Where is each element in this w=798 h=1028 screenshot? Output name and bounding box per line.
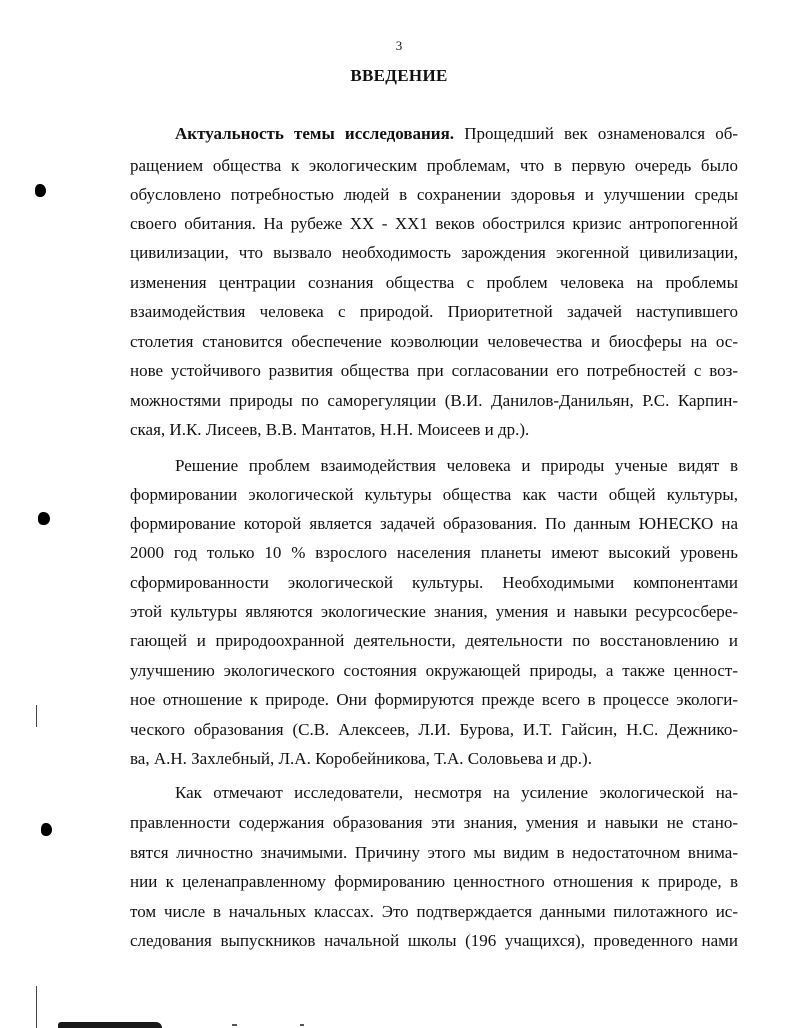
text-line: нове устойчивого развития общества при согласовании его потребностей с воз- bbox=[130, 361, 738, 380]
text-line: этой культуры являются экологические знания, умения и навыки ресурсосбере- bbox=[130, 602, 738, 621]
text-line: гающей и природоохранной деятельности, деятельности по восстановлению и bbox=[130, 631, 738, 650]
text-line: своего обитания. На рубеже XX - XX1 веков обострился кризис антропогенной bbox=[130, 214, 738, 233]
text-line: изменения центрации сознания общества с проблем человека на проблемы bbox=[130, 273, 738, 292]
text-line: улучшению экологического состояния окружающей природы, а также ценност- bbox=[130, 661, 738, 680]
margin-line bbox=[36, 705, 37, 727]
text-line: ская, И.К. Лисеев, В.В. Мантатов, Н.Н. Моисеев и др.). bbox=[130, 420, 530, 439]
text-line: ное отношение к природе. Они формируются прежде всего в процессе экологи- bbox=[130, 690, 738, 709]
page-number: 3 bbox=[395, 38, 403, 53]
text-line: обусловлено потребностью людей в сохранении здоровья и улучшении среды bbox=[130, 185, 738, 204]
text-line: 2000 год только 10 % взрослого населения планеты имеют высокий уровень bbox=[130, 543, 738, 562]
text-line: можностями природы по саморегуляции (В.И. Данилов-Данильян, Р.С. Карпин- bbox=[130, 391, 738, 410]
bottom-dot bbox=[232, 1024, 237, 1026]
bottom-smudge bbox=[58, 1022, 162, 1028]
text-line: взаимодействия человека с природой. Приоритетной задачей наступившего bbox=[130, 302, 738, 321]
text-line: правленности содержания образования эти знания, умения и навыки не стано- bbox=[130, 813, 738, 832]
text-line: нии к целенаправленному формированию ценностного отношения к природе, в bbox=[130, 872, 738, 891]
text-line: вятся личностно значимыми. Причину этого мы видим в недостаточном внима- bbox=[130, 843, 738, 862]
text-line: Как отмечают исследователи, несмотря на усиление экологической на- bbox=[175, 783, 738, 802]
margin-line bbox=[36, 986, 37, 1028]
text-line: следования выпускников начальной школы (196 учащихся), проведенного нами bbox=[130, 931, 738, 950]
text-line: формирование которой является задачей образования. По данным ЮНЕСКО на bbox=[130, 514, 738, 533]
text-line: формировании экологической культуры общества как части общей культуры, bbox=[130, 485, 738, 504]
bottom-dot bbox=[300, 1024, 304, 1026]
text-line: цивилизации, что вызвало необходимость зарождения экогенной цивилизации, bbox=[130, 243, 738, 262]
text-line: Решение проблем взаимодействия человека и природы ученые видят в bbox=[175, 456, 738, 475]
text-line bbox=[175, 124, 738, 144]
page-title: ВВЕДЕНИЕ bbox=[350, 66, 448, 85]
punch-hole-mark bbox=[35, 184, 46, 197]
text-line: сформированности экологической культуры. Необходимыми компонентами bbox=[130, 573, 738, 592]
punch-hole-mark bbox=[41, 823, 52, 836]
text-line: столетия становится обеспечение коэволюции человечества и биосферы на ос- bbox=[130, 332, 738, 351]
text-line: ческого образования (С.В. Алексеев, Л.И. Бурова, И.Т. Гайсин, Н.С. Дежнико- bbox=[130, 720, 738, 739]
lead-phrase: Актуальность темы исследования. bbox=[175, 124, 455, 143]
text-line: ращением общества к экологическим проблемам, что в первую очередь было bbox=[130, 156, 738, 175]
text-line: том числе в начальных классах. Это подтверждается данными пилотажного ис- bbox=[130, 902, 738, 921]
text-line: ва, А.Н. Захлебный, Л.А. Коробейникова, Т.А. Соловьева и др.). bbox=[130, 749, 592, 768]
punch-hole-mark bbox=[38, 512, 50, 525]
text-line-content: Прощедший век ознаменовался об- bbox=[464, 124, 739, 143]
